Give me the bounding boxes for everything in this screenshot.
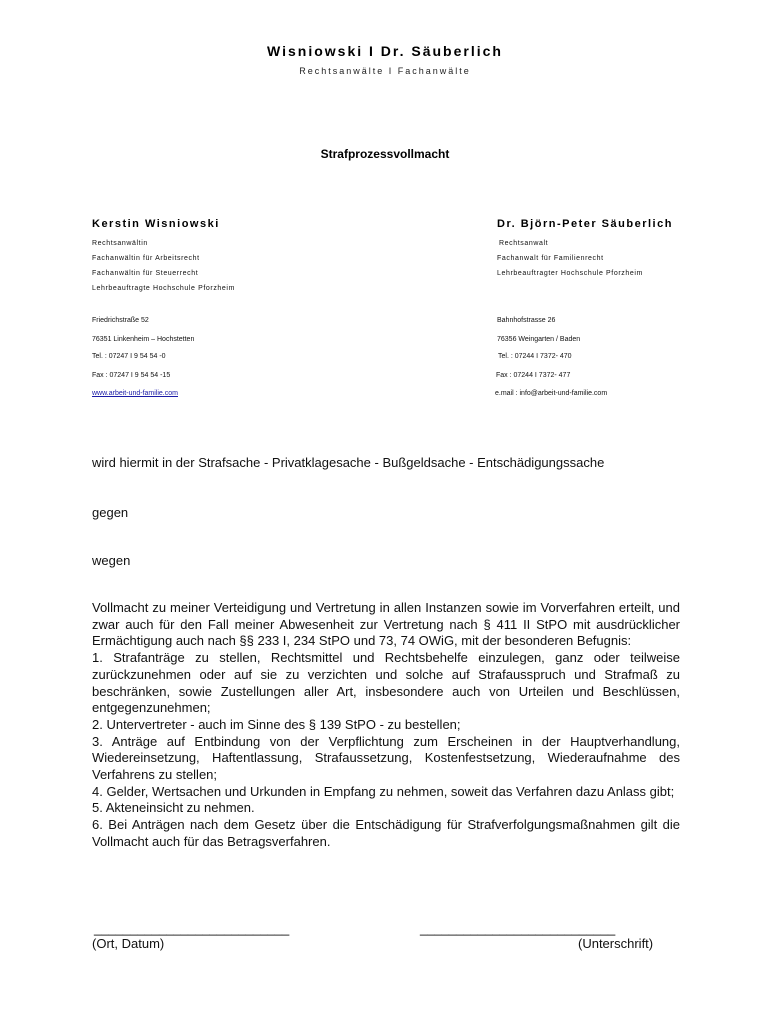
right-lawyer-name: Dr. Björn-Peter Säuberlich (497, 218, 673, 230)
right-fax: Fax : 07244 I 7372- 477 (496, 372, 571, 379)
document-title: Strafprozessvollmacht (320, 147, 450, 161)
date-signature-line: ___________________________ (94, 921, 290, 936)
left-street: Friedrichstraße 52 (92, 317, 149, 324)
left-tel: Tel. : 07247 I 9 54 54 -0 (92, 353, 166, 360)
right-lawyer-title: Lehrbeauftragter Hochschule Pforzheim (497, 270, 643, 277)
left-lawyer-title: Fachanwältin für Steuerrecht (92, 270, 199, 277)
paragraph: Vollmacht zu meiner Verteidigung und Vertretung in allen Instanzen sowie im Vorverfahren erteilt, und zwar auch für den Fall meiner Abwesenheit zur Vertretung nach § 411 II StPO mit ausdrücklicher Ermächtigung auch nach §§ 233 I, 234 StPO und 73, 74 OWiG, mit der besonderen Befugnis: (92, 600, 680, 649)
paragraph: 3. Anträge auf Entbindung von der Verpflichtung zum Erscheinen in der Hauptverhandlung, Wiedereinsetzung, Haftentlassung, Strafaussetzung, Kostenfestsetzung, Wiederaufnahme des Verfahrens zu stellen; (92, 733, 680, 783)
against-label: gegen (92, 505, 129, 520)
paragraph: 5. Akteneinsicht zu nehmen. (92, 800, 255, 816)
left-lawyer-title: Lehrbeauftragte Hochschule Pforzheim (92, 285, 236, 292)
website-link[interactable]: www.arbeit-und-familie.com (92, 390, 178, 397)
left-fax: Fax : 07247 I 9 54 54 -15 (92, 372, 171, 379)
left-city: 76351 Linkenheim – Hochstetten (92, 336, 195, 343)
left-lawyer-name: Kerstin Wisniowski (92, 218, 220, 230)
place-date-label: (Ort, Datum) (92, 936, 165, 951)
left-lawyer-title: Rechtsanwältin (92, 240, 148, 247)
firm-name: Wisniowski I Dr. Säuberlich (267, 43, 503, 59)
firm-subtitle: Rechtsanwälte I Fachanwälte (299, 66, 471, 76)
paragraph: 1. Strafanträge zu stellen, Rechtsmittel und Rechtsbehelfe einzulegen, ganz oder teilweise zurückzunehmen oder auf sie zu verzichten und solche auf Strafausspruch und Strafmaß zu beschränken, sowie Zustellungen aller Art, insbesondere auch von Urteilen und Beschlüssen, entgegenzunehmen; (92, 650, 680, 716)
matter-line: wird hiermit in der Strafsache - Privatklagesache - Bußgeldsache - Entschädigungssache (92, 455, 605, 470)
left-lawyer-title: Fachanwältin für Arbeitsrecht (92, 255, 200, 262)
right-city: 76356 Weingarten / Baden (497, 336, 581, 343)
right-lawyer-title: Rechtsanwalt (499, 240, 549, 247)
right-tel: Tel. : 07244 I 7372- 470 (498, 353, 572, 360)
paragraph: 4. Gelder, Wertsachen und Urkunden in Empfang zu nehmen, soweit das Verfahren dazu Anlass gibt; (92, 783, 675, 799)
authorization-text (92, 600, 680, 851)
right-email: e.mail : info@arbeit-und-familie.com (495, 390, 608, 397)
because-label: wegen (92, 553, 131, 568)
right-street: Bahnhofstrasse 26 (497, 317, 556, 324)
paragraph: 6. Bei Anträgen nach dem Gesetz über die Entschädigung für Strafverfolgungsmaßnahmen gilt die Vollmacht auch für das Betragsverfahren. (92, 817, 680, 849)
right-lawyer-title: Fachanwalt für Familienrecht (497, 255, 604, 262)
signature-label: (Unterschrift) (578, 936, 654, 951)
paragraph: 2. Untervertreter - auch im Sinne des § 139 StPO - zu bestellen; (92, 716, 461, 732)
signature-line: ___________________________ (420, 921, 616, 936)
